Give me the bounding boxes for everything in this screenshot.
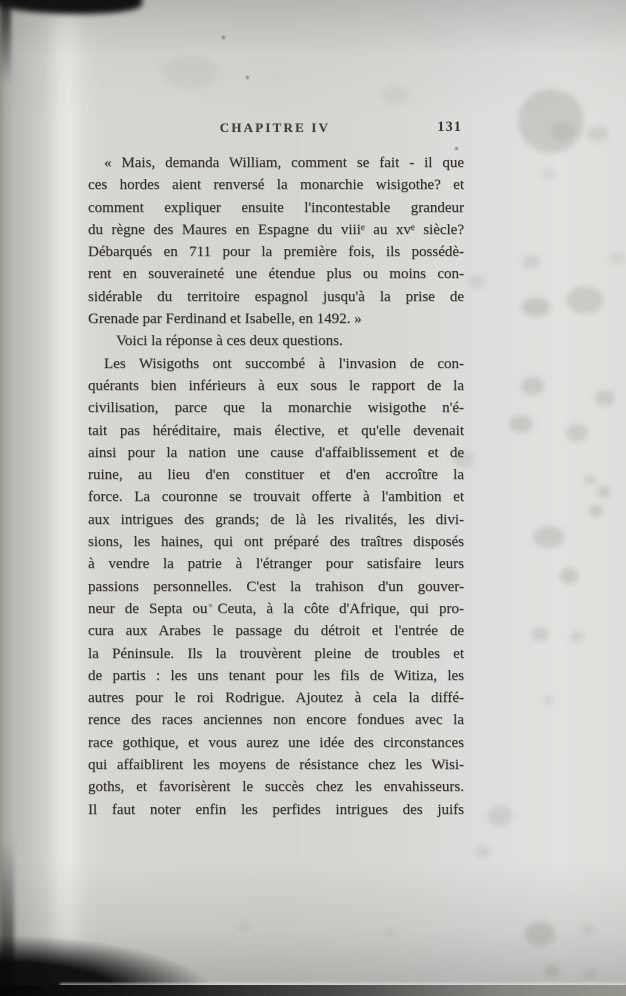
text-line: la Péninsule. Ils la trouvèrent pleine de troubles et (88, 645, 464, 662)
foxing-stain (475, 846, 491, 858)
text-line: Débarqués en 711 pour la première fois, ils possédè- (88, 244, 464, 261)
text-line: rence des races anciennes non encore fondues avec la (88, 712, 464, 729)
text-line: race gothique, et vous aurez une idée des circonstances (88, 734, 464, 751)
ink-speck (222, 36, 225, 39)
chapter-title: CHAPITRE IV (219, 120, 331, 135)
text-line: de partis : les uns tenant pour les fils de Witiza, les (88, 667, 464, 684)
foxing-stain (522, 297, 550, 317)
text-line: neur de Septa ou Ceuta, à la côte d'Afrique, qui pro- (88, 600, 464, 617)
text-line: aux intrigues des grands; de là les rivalités, les divi- (88, 511, 464, 528)
foxing-stain (566, 286, 604, 314)
text-line: ainsi pour la nation une cause d'affaiblissement et de (88, 444, 464, 461)
text-line: quérants bien inférieurs à eux sous le rapport de la (88, 377, 464, 394)
text-line: goths, et favorisèrent le succès chez les envahisseurs. (88, 779, 464, 796)
text-line: qui affaiblirent les moyens de résistance chez les Wisi- (88, 757, 464, 774)
page-number: 131 (437, 119, 462, 135)
foxing-stain (521, 377, 545, 395)
foxing-stain (467, 275, 485, 289)
foxing-stain (570, 631, 584, 643)
text-line: « Mais, demanda William, comment se fait - il que (104, 155, 464, 171)
paragraph-quoted-question (88, 152, 464, 330)
foxing-stain (542, 169, 556, 179)
ink-speck (246, 76, 249, 79)
ink-speck (455, 147, 458, 150)
foxing-stain (522, 255, 540, 269)
gutter-shadow-top (0, 0, 11, 85)
text-line: sidérable du territoire espagnol jusqu'à la prise de (88, 288, 464, 305)
running-header (88, 120, 462, 138)
top-edge-shadow (0, 0, 142, 14)
body-text (88, 152, 464, 821)
text-line: rent en souveraineté une étendue plus ou moins con- (88, 266, 464, 283)
foxing-stain (542, 695, 554, 705)
foxing-stain (487, 806, 513, 826)
text-line: cura aux Arabes le passage du détroit et l'entrée de (88, 623, 464, 640)
text-line: civilisation, parce que la monarchie wisigothe n'é- (88, 400, 464, 417)
text-line: Voici la réponse à ces deux questions. (116, 333, 343, 350)
paragraph-transition (88, 330, 464, 352)
foxing-stain (518, 89, 584, 153)
foxing-stain (609, 252, 625, 264)
text-line: passions personnelles. C'est la trahison d'un gouver- (88, 578, 464, 595)
foxing-stain (584, 475, 596, 485)
foxing-stain (595, 390, 615, 406)
foxing-stain (584, 969, 596, 979)
foxing-stain (385, 928, 395, 936)
text-line: tait pas héréditaire, mais élective, et qu'elle devenait (88, 422, 464, 439)
foxing-stain (533, 526, 565, 548)
text-line: ruine, au lieu d'en constituer et d'en accroître la (88, 467, 464, 484)
text-line: Grenade par Ferdinand et Isabelle, en 1492. » (88, 311, 362, 328)
paragraph-answer (88, 353, 464, 821)
text-line: ces hordes aient renversé la monarchie wisigothe? et (88, 177, 464, 194)
foxing-stain (589, 505, 603, 517)
foxing-stain (587, 126, 609, 142)
foxing-stain (531, 627, 549, 641)
foxing-stain (544, 965, 560, 977)
foxing-stain (560, 568, 578, 584)
bottom-edge-shadow (0, 985, 626, 996)
text-line: Les Wisigoths ont succombé à l'invasion de con- (104, 355, 464, 372)
foxing-stain (566, 424, 588, 442)
foxing-stain (381, 86, 409, 104)
text-line: Il faut noter enfin les perfides intrigues des juifs (88, 801, 464, 818)
text-line: force. La couronne se trouvait offerte à l'ambition et (88, 489, 464, 506)
foxing-stain (509, 415, 533, 433)
text-line: sions, les haines, qui ont préparé des traîtres disposés (88, 534, 464, 551)
foxing-stain (597, 486, 611, 498)
foxing-stain (551, 121, 575, 141)
foxing-stain (582, 925, 594, 935)
foxing-stain (525, 922, 555, 946)
text-line: autres pour le roi Rodrigue. Ajoutez à cela la diffé- (88, 690, 464, 707)
text-line: du règne des Maures en Espagne du viiiᵉ au xvᵉ siècle? (88, 221, 464, 238)
text-line: à vendre la patrie à l'étranger pour satisfaire leurs (88, 556, 464, 573)
text-line: comment expliquer ensuite l'incontestable grandeur (88, 199, 464, 216)
foxing-stain (162, 56, 218, 88)
